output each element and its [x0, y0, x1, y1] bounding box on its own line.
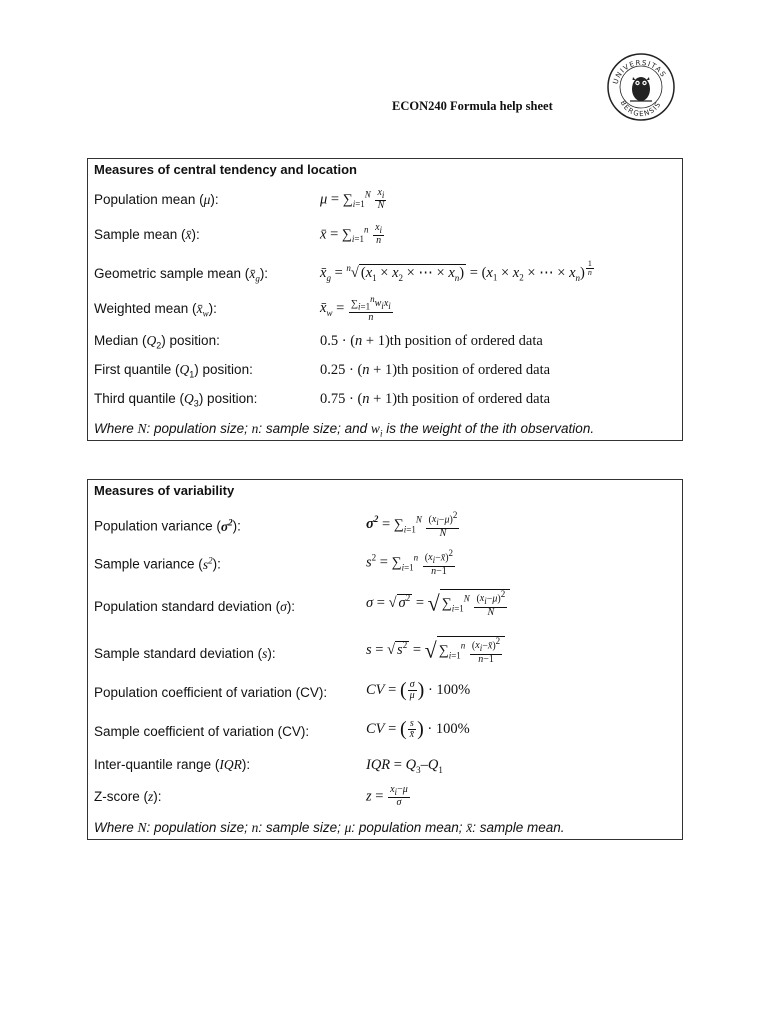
geometric-mean-formula: $x̄_g = ^n√$ ($x_1 \times x_2$ × ⋯ × $x_n) = (x_1 \times x_2$ × ⋯ × $x_n$) $^{\frac{1}{n}}$ — [320, 259, 592, 283]
variability-box — [87, 479, 683, 840]
sample-variance-label: Sample variance $(s^2)$: — [94, 555, 221, 572]
population-mean-label: Population mean (μ): — [94, 192, 219, 207]
population-mean-formula: $\mu = \sum_{i=1}^N$ $\frac{x_i}{N}$ — [320, 187, 385, 212]
sample-sd-label: Sample standard deviation (s): — [94, 646, 276, 661]
sample-cv-formula: CV = ( $\frac{s}{x̄}$ ) · 100% — [366, 717, 470, 740]
svg-text:UNIVERSITAS: UNIVERSITAS — [611, 58, 668, 86]
weighted-mean-formula: $x̄_w$ = $\frac{\sum_{i=1}^nw_ix_i}{n}$ — [320, 294, 391, 323]
population-variance-formula: $\sigma^2 = \sum_{i=1}^N$ $\frac{(x_i-\mu)^2}{N}$ — [366, 510, 458, 539]
third-quantile-label: Third quantile $(Q_3)$ position: — [94, 391, 258, 409]
first-quantile-label: First quantile $(Q_1)$ position: — [94, 362, 253, 380]
central-tendency-title: Measures of central tendency and location — [94, 162, 357, 177]
variability-note: Where N: population size; n: sample size; μ: population mean; x̄: sample mean. — [94, 820, 565, 835]
population-cv-formula: CV = ( $\frac{\sigma}{\mu}$ ) · 100% — [366, 678, 471, 701]
iqr-formula: IQR = $Q_3-Q_1$ — [366, 757, 443, 775]
central-tendency-box — [87, 158, 683, 441]
variability-title: Measures of variability — [94, 483, 235, 498]
central-tendency-note: Where N: population size; n: sample size; and $w_i$ is the weight of the ith observation. — [94, 421, 595, 439]
sheet-title: ECON240 Formula help sheet — [392, 99, 553, 113]
sample-mean-label: Sample mean (x̄): — [94, 227, 200, 242]
population-sd-label: Population standard deviation (σ): — [94, 599, 296, 614]
sample-variance-formula: $s^2 = \sum_{i=1}^n$ $\frac{(x_i-x̄)^2}{n-1}$ — [366, 548, 454, 577]
z-score-formula: z = $\frac{x_i-\mu}{\sigma}$ — [366, 784, 408, 809]
population-variance-label: Population variance $(\sigma^2)$: — [94, 517, 241, 534]
third-quantile-formula: 0.75 · (n + 1)th position of ordered data — [320, 391, 551, 407]
university-seal-icon — [606, 52, 676, 122]
z-score-label: Z-score (z): — [94, 789, 162, 804]
sample-sd-formula: s = √ $s^2$ = √ $\sum_{i=1}^n$ $\frac{(x_i-x̄)^2}{n-1}$ — [366, 636, 505, 665]
population-sd-formula: σ = √ $\sigma^2$ = √ $\sum_{i=1}^N$ $\frac{(x_i-\mu)^2}{N}$ — [366, 589, 510, 618]
median-position-label: Median $(Q_2)$ position: — [94, 333, 220, 351]
sample-mean-formula: x̄ = $\sum_{i=1}^n$ $\frac{x_i}{n}$ — [320, 222, 383, 247]
svg-text:BERGENSIS: BERGENSIS — [618, 99, 663, 119]
median-position-formula: 0.5 · (n + 1)th position of ordered data — [320, 333, 543, 349]
iqr-label: Inter-quantile range (IQR): — [94, 757, 251, 772]
first-quantile-formula: 0.25 · (n + 1)th position of ordered data — [320, 362, 551, 378]
sample-cv-label: Sample coefficient of variation (CV): — [94, 724, 310, 739]
geometric-mean-label: Geometric sample mean $(x̄_g)$: — [94, 266, 269, 284]
weighted-mean-label: Weighted mean $(x̄_w)$: — [94, 301, 217, 319]
population-cv-label: Population coefficient of variation (CV): — [94, 685, 328, 700]
